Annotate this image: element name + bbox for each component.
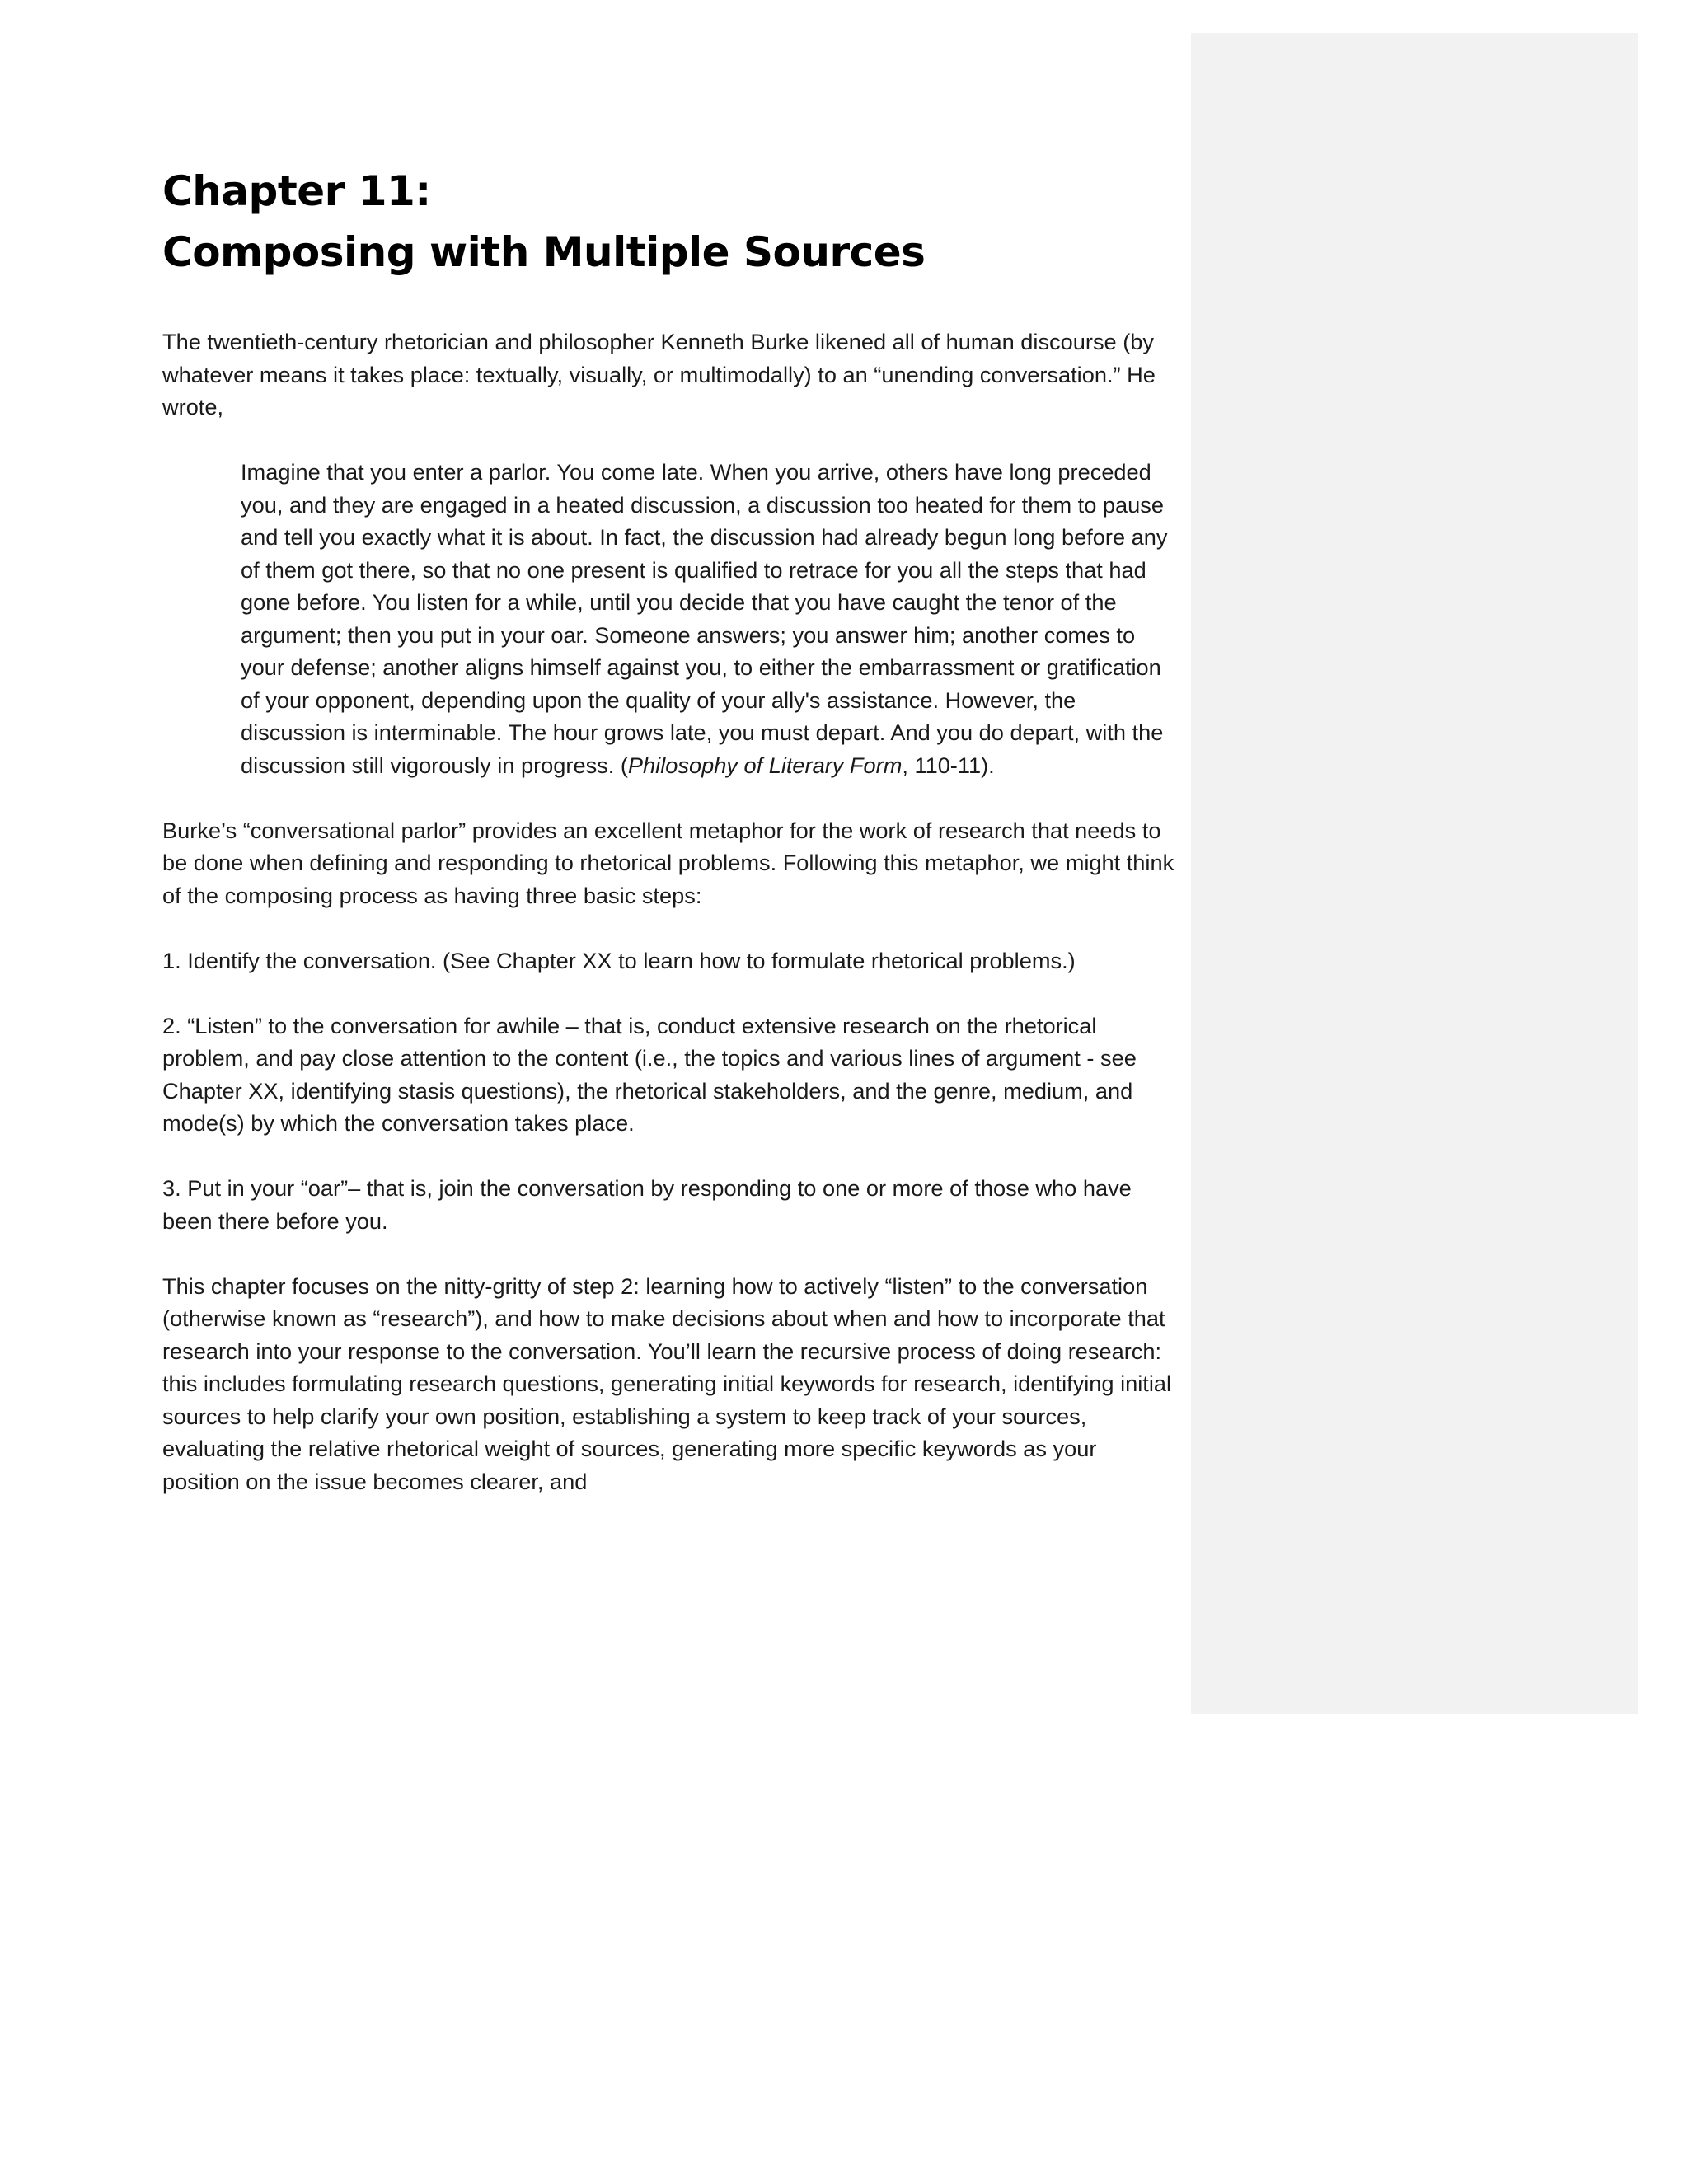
metaphor-paragraph: Burke’s “conversational parlor” provides an excellent metaphor for the work of research that needs to be done when defining and responding to rhetorical problems. Following this metaphor, we might think of the composing process as having three basic steps:: [162, 817, 1175, 908]
block-quote: [241, 456, 1180, 781]
intro-paragraph: The twentieth-century rhetorician and philosopher Kenneth Burke likened all of human discourse (by whatever means it takes place: textually, visually, or multimodally) to an “unending conversation.” He wrote,: [162, 329, 1156, 419]
quote-text: Imagine that you enter a parlor. You come late. When you arrive, others have long preceded you, and they are engaged in a heated discussion, a discussion too heated for them to pause and tell you exactly what it is about. In fact, the discussion had already begun long before any of them got there, so that no one present is qualified to retrace for you all the steps that had gone before. You listen for a while, until you decide that you have caught the tenor of the argument; then you put in your oar. Someone answers; you answer him; another comes to your defense; another aligns himself against you, to either the embarrassment or gratification of your opponent, depending upon the quality of your ally's assistance. However, the discussion is interminable. The hour grows late, you must depart. And you do depart, with the discussion still vigorously in progress. (: [241, 459, 1168, 778]
document-content: [162, 161, 1178, 1497]
chapter-title: [162, 161, 1178, 283]
step-2: 2. “Listen” to the conversation for awhile – that is, conduct extensive research on the rhetorical problem, and pay close attention to the content (i.e., the topics and various lines of argument - see Chapter XX, identifying stasis questions), the rhetorical stakeholders, and the genre, medium, and mode(s) by which the conversation takes place.: [162, 1012, 1137, 1136]
chapter-number: Chapter 11:: [162, 167, 431, 215]
step-3: 3. Put in your “oar”– that is, join the conversation by responding to one or more of those who have been there before you.: [162, 1175, 1132, 1234]
step-1: 1. Identify the conversation. (See Chapter XX to learn how to formulate rhetorical problems.): [162, 947, 1076, 973]
sidebar-panel: [1191, 33, 1638, 1714]
focus-paragraph: This chapter focuses on the nitty-gritty of step 2: learning how to actively “listen” to the conversation (otherwise known as “research”), and how to make decisions about when and how to incorporate that research into your response to the conversation. You’ll learn the recursive process of doing research: this includes formulating research questions, generating initial keywords for research, identifying initial sources to help clarify your own position, establishing a system to keep track of your sources, evaluating the relative rhetorical weight of sources, generating more specific keywords as your position on the issue becomes clearer, and: [162, 1272, 1172, 1494]
quote-citation-title: Philosophy of Literary Form: [627, 752, 903, 778]
chapter-name: Composing with Multiple Sources: [162, 228, 926, 276]
quote-citation-tail: , 110-11).: [902, 752, 995, 778]
